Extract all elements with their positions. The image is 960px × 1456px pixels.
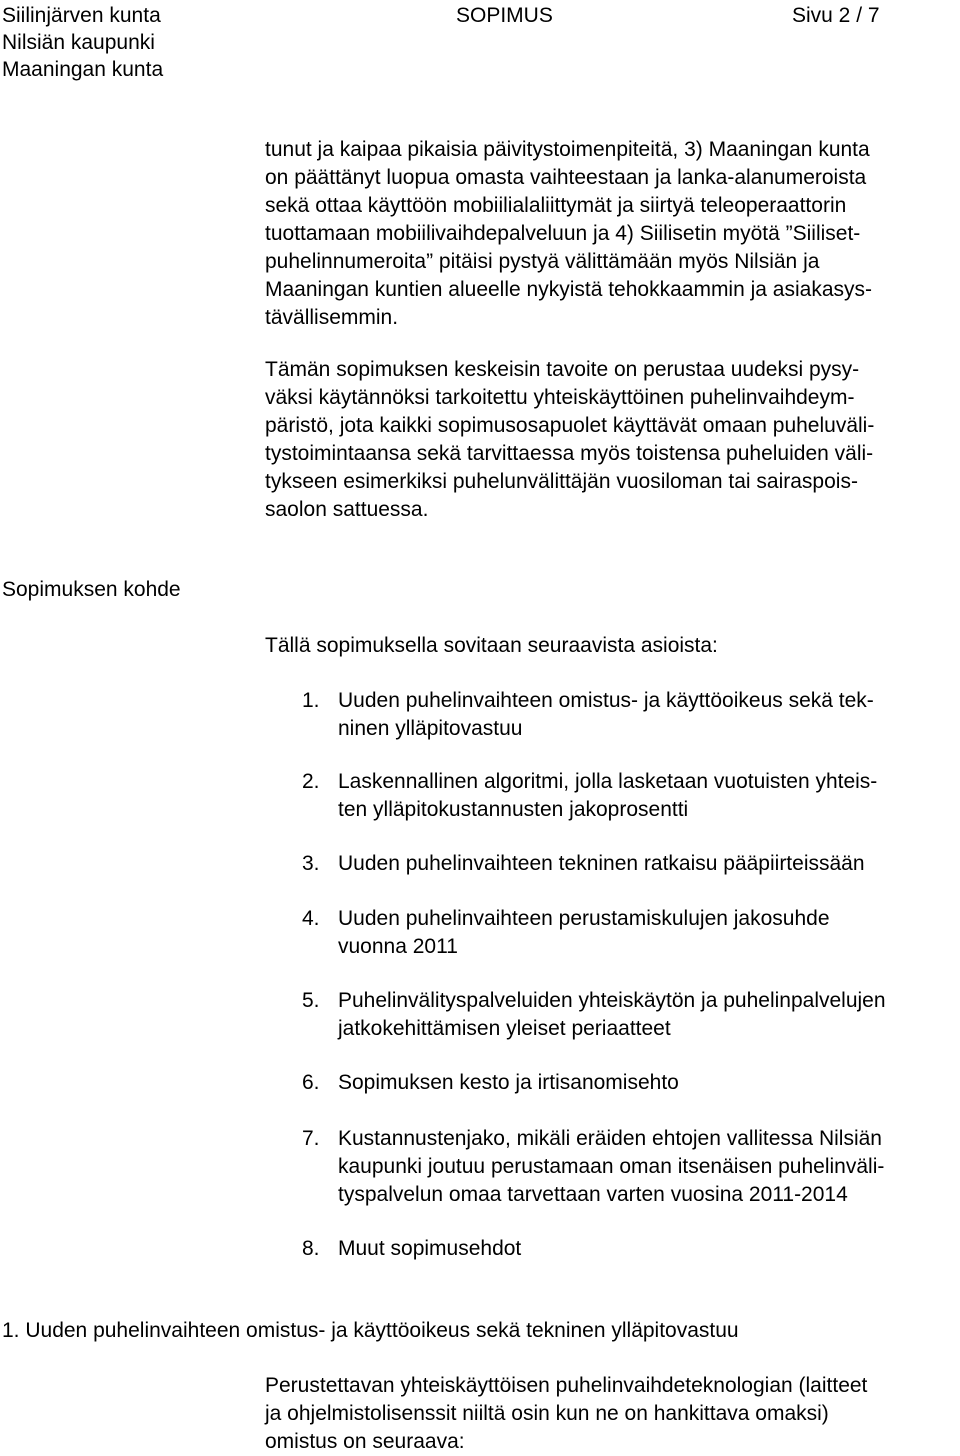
section-intro: Tällä sopimuksella sovitaan seuraavista asioista: (265, 634, 718, 657)
list-number: 2. (302, 770, 320, 793)
list-number: 7. (302, 1127, 320, 1150)
list-text: vuonna 2011 (338, 935, 458, 958)
text-line: puhelinnumeroita” pitäisi pystyä välittämään myös Nilsiän ja (265, 250, 820, 273)
intro-paragraph (265, 136, 872, 332)
text-line: väksi käytännöksi tarkoitettu yhteiskäyttöinen puhelinvaihdeym- (265, 386, 855, 409)
text-line: sekä ottaa käyttöön mobiilialaliittymät ja siirtyä teleoperaattorin (265, 194, 847, 217)
list-number: 4. (302, 907, 320, 930)
list-number: 3. (302, 852, 320, 875)
list-text: Uuden puhelinvaihteen omistus- ja käyttöoikeus sekä tek- (338, 689, 874, 712)
page-number: Sivu 2 / 7 (792, 4, 880, 27)
list-text: ninen ylläpitovastuu (338, 717, 523, 740)
text-line: tuottamaan mobiilivaihdepalveluun ja 4) Siilisetin myötä ”Siiliset- (265, 222, 861, 245)
party-name: Nilsiän kaupunki (2, 31, 155, 54)
list-text: Uuden puhelinvaihteen tekninen ratkaisu pääpiirteissään (338, 852, 865, 875)
party-name: Maaningan kunta (2, 58, 164, 81)
text-line: Tämän sopimuksen keskeisin tavoite on perustaa uudeksi pysy- (265, 358, 860, 381)
section-1-paragraph (265, 1372, 867, 1456)
text-line: tunut ja kaipaa pikaisia päivitystoimenpiteitä, 3) Maaningan kunta (265, 138, 870, 161)
list-text: Puhelinvälityspalveluiden yhteiskäytön ja puhelinpalvelujen (338, 989, 886, 1012)
text-line: ja ohjelmistolisenssit niiltä osin kun ne on hankittava omaksi) (265, 1402, 829, 1425)
text-line: päristö, jota kaikki sopimusosapuolet käyttävät omaan puheluväli- (265, 414, 875, 437)
text-line: Perustettavan yhteiskäyttöisen puhelinvaihdeteknologian (laitteet (265, 1374, 868, 1397)
text-line: on päättänyt luopua omasta vaihteestaan ja lanka-alanumeroista (265, 166, 867, 189)
text-line: saolon sattuessa. (265, 498, 429, 521)
list-text: kaupunki joutuu perustamaan oman itsenäisen puhelinväli- (338, 1155, 885, 1178)
section-1-heading: 1. Uuden puhelinvaihteen omistus- ja käyttöoikeus sekä tekninen ylläpitovastuu (2, 1319, 739, 1342)
list-number: 1. (302, 689, 320, 712)
list-number: 8. (302, 1237, 320, 1260)
list-text: jatkokehittämisen yleiset periaatteet (338, 1017, 671, 1040)
list-text: Muut sopimusehdot (338, 1237, 522, 1260)
goal-paragraph (265, 356, 874, 524)
section-heading: Sopimuksen kohde (2, 578, 181, 601)
page-header (0, 0, 960, 82)
list-text: Uuden puhelinvaihteen perustamiskulujen jakosuhde (338, 907, 830, 930)
text-line: tykseen esimerkiksi puhelunvälittäjän vuosiloman tai sairaspois- (265, 470, 858, 493)
list-text: Laskennallinen algoritmi, jolla lasketaan vuotuisten yhteis- (338, 770, 878, 793)
party-name: Siilinjärven kunta (2, 4, 161, 27)
text-line: Maaningan kuntien alueelle nykyistä tehokkaammin ja asiakasys- (265, 278, 872, 301)
list-text: ten ylläpitokustannusten jakoprosentti (338, 798, 689, 821)
list-text: Kustannustenjako, mikäli eräiden ehtojen vallitessa Nilsiän (338, 1127, 882, 1150)
document-title: SOPIMUS (456, 4, 553, 27)
contract-parties (2, 2, 163, 83)
list-number: 5. (302, 989, 320, 1012)
list-text: Sopimuksen kesto ja irtisanomisehto (338, 1071, 679, 1094)
text-line: omistus on seuraava: (265, 1430, 465, 1453)
text-line: tävällisemmin. (265, 306, 399, 329)
text-line: tystoimintaansa sekä tarvittaessa myös toistensa puheluiden väli- (265, 442, 874, 465)
list-text: tyspalvelun omaa tarvettaan varten vuosina 2011-2014 (338, 1183, 848, 1206)
list-number: 6. (302, 1071, 320, 1094)
